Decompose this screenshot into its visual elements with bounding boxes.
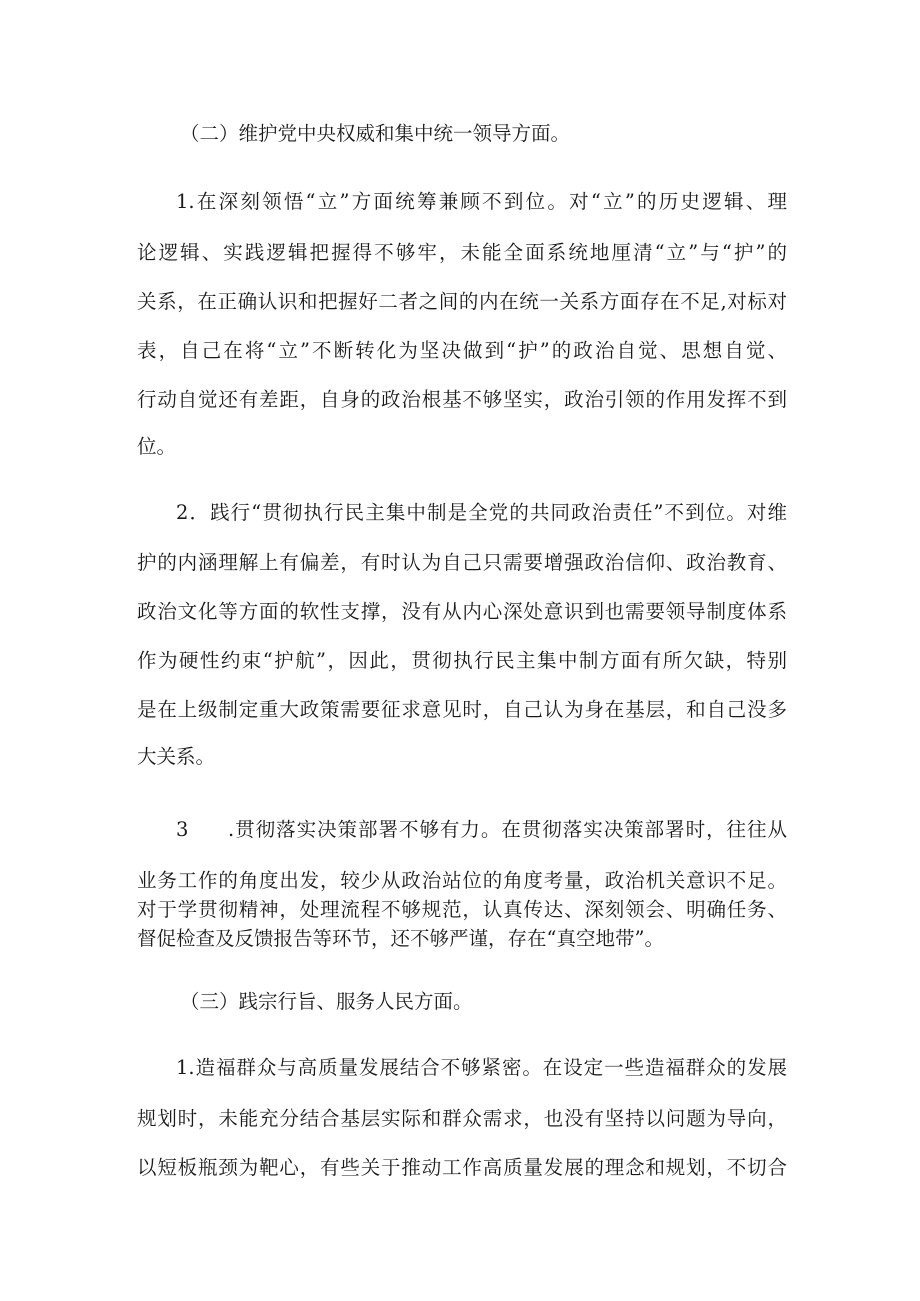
paragraph-line: [176, 817, 787, 843]
paragraph-line: 政治文化等方面的软性支撑，没有从内心深处意识到也需要领导制度体系: [137, 600, 787, 623]
paragraph-line: 关系，在正确认识和把握好二者之间的内在统一关系方面存在不足,对标对: [137, 290, 787, 313]
paragraph-line: 行动自觉还有差距，自身的政治根基不够坚实，政治引领的作用发挥不到: [137, 388, 787, 411]
paragraph-line: 作为硬性约束“护航”，因此，贯彻执行民主集中制方面有所欠缺，特别: [137, 649, 787, 672]
item-number: 3: [176, 818, 189, 841]
paragraph-line: 规划时，未能充分结合基层实际和群众需求，也没有坚持以问题为导向，: [137, 1107, 787, 1130]
paragraph-line: 位。: [137, 435, 177, 458]
paragraph-line: 2．践行“贯彻执行民主集中制是全党的共同政治责任”不到位。对维: [176, 501, 787, 524]
paragraph-line: 对于学贯彻精神，处理流程不够规范，认真传达、深刻领会、明确任务、: [137, 898, 787, 921]
section-heading-2: （二）维护党中央权威和集中统一领导方面。: [180, 122, 571, 145]
paragraph-line: 业务工作的角度出发，较少从政治站位的角度考量，政治机关意识不足。: [137, 869, 787, 892]
paragraph-line: 护的内涵理解上有偏差，有时认为自己只需要增强政治信仰、政治教育、: [137, 551, 787, 574]
item-first-line-text: .贯彻落实决策部署不够有力。在贯彻落实决策部署时，往往从: [228, 818, 787, 841]
paragraph-line: 大关系。: [137, 745, 216, 768]
paragraph-line: 是在上级制定重大政策需要征求意见时，自己认为身在基层，和自己没多: [137, 698, 787, 721]
paragraph-line: 以短板瓶颈为靶心，有些关于推动工作高质量发展的理念和规划，不切合: [137, 1156, 787, 1179]
paragraph-line: 督促检查及反馈报告等环节，还不够严谨，存在“真空地带”。: [137, 927, 664, 950]
paragraph-line: 论逻辑、实践逻辑把握得不够牢，未能全面系统地厘清“立”与“护”的: [137, 241, 787, 264]
paragraph-line: 1.造福群众与高质量发展结合不够紧密。在设定一些造福群众的发展: [176, 1056, 787, 1079]
paragraph-line: 1.在深刻领悟“立”方面统筹兼顾不到位。对“立”的历史逻辑、理: [176, 190, 787, 213]
paragraph-line: 表，自己在将“立”不断转化为坚决做到“护”的政治自觉、思想自觉、: [137, 339, 787, 362]
section-heading-3: （三）践宗行旨、服务人民方面。: [180, 990, 473, 1013]
